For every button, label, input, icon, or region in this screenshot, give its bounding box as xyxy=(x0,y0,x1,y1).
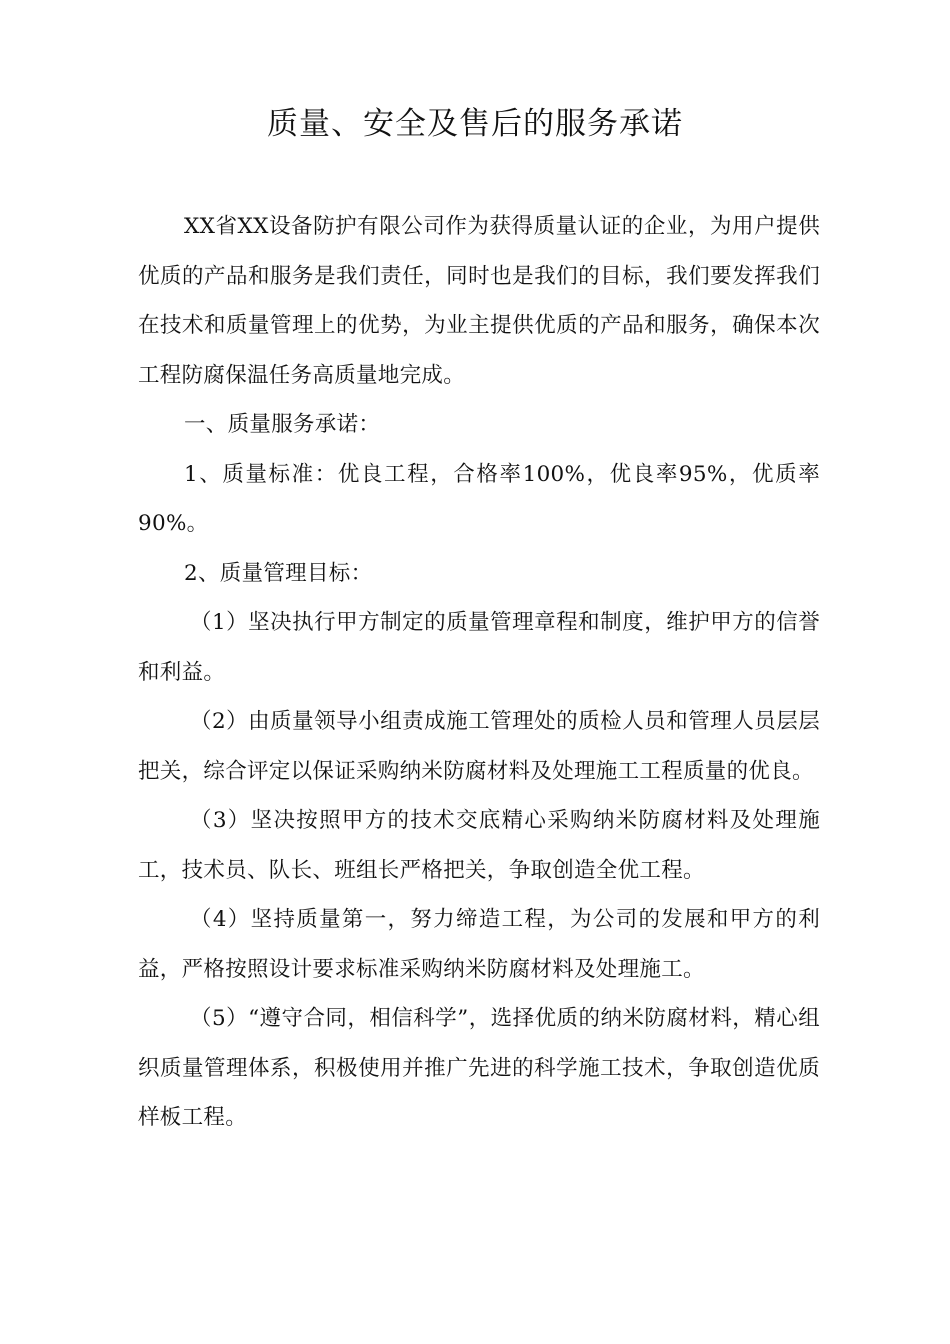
goal-item-5: （5）“遵守合同，相信科学”，选择优质的纳米防腐材料，精心组织质量管理体系，积极使用并推广先进的科学施工技术，争取创造优质样板工程。 xyxy=(138,1006,820,1130)
intro-paragraph: XX省XX设备防护有限公司作为获得质量认证的企业，为用户提供优质的产品和服务是我们责任，同时也是我们的目标，我们要发挥我们在技术和质量管理上的优势，为业主提供优质的产品和服务，确保本次工程防腐保温任务高质量地完成。 xyxy=(138,214,820,388)
goal-item-1: （1）坚决执行甲方制定的质量管理章程和制度，维护甲方的信誉和利益。 xyxy=(138,610,820,685)
document-title: 质量、安全及售后的服务承诺 xyxy=(267,106,683,142)
section-heading-quality-commitment: 一、质量服务承诺： xyxy=(184,412,381,437)
goal-item-2: （2）由质量领导小组责成施工管理处的质检人员和管理人员层层把关，综合评定以保证采购纳米防腐材料及处理施工工程质量的优良。 xyxy=(138,709,820,784)
goal-item-3: （3）坚决按照甲方的技术交底精心采购纳米防腐材料及处理施工，技术员、队长、班组长严格把关，争取创造全优工程。 xyxy=(138,808,820,883)
goal-item-4: （4）坚持质量第一，努力缔造工程，为公司的发展和甲方的利益，严格按照设计要求标准采购纳米防腐材料及处理施工。 xyxy=(138,907,820,982)
quality-standard-paragraph: 1、质量标准：优良工程，合格率100%，优良率95%，优质率90%。 xyxy=(138,461,820,536)
document-body xyxy=(138,202,820,1143)
quality-goal-heading: 2、质量管理目标： xyxy=(184,560,373,586)
